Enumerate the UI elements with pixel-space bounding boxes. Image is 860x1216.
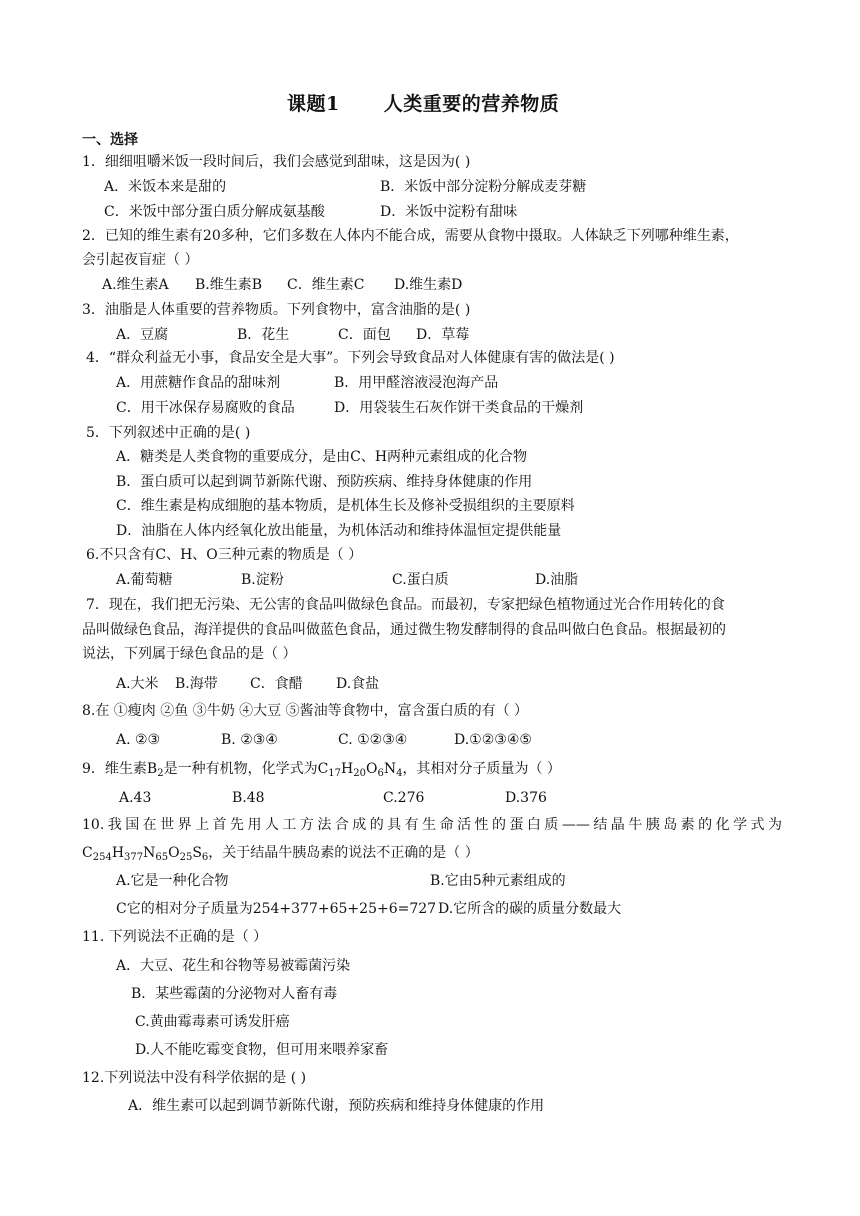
- lesson-number: 课题1: [287, 93, 340, 115]
- q6-option-b: B.淀粉: [241, 572, 284, 588]
- q1-option-b: B．米饭中部分淀粉分解成麦芽糖: [380, 179, 587, 195]
- q4-stem: 4．“群众利益无小事，食品安全是大事”。下列会导致食品对人体健康有害的做法是( ): [86, 350, 615, 366]
- q5-stem: 5．下列叙述中正确的是( ): [86, 425, 251, 441]
- q1-option-d: D．米饭中淀粉有甜味: [380, 204, 518, 220]
- q1-option-a: A．米饭本来是甜的: [104, 179, 227, 195]
- q8-option-b: B. ②③④: [221, 732, 278, 748]
- q7-option-d: D.食盐: [336, 676, 380, 692]
- q3-option-c: C．面包: [338, 327, 391, 343]
- q5-option-a: A．糖类是人类食物的重要成分，是由C、H两种元素组成的化合物: [116, 449, 528, 465]
- q11-option-b: B．某些霉菌的分泌物对人畜有毒: [131, 986, 338, 1002]
- page-title: [287, 95, 559, 113]
- q3-option-d: D．草莓: [416, 327, 470, 343]
- q3-option-b: B．花生: [237, 327, 290, 343]
- q5-option-b: B．蛋白质可以起到调节新陈代谢、预防疾病、维持身体健康的作用: [116, 474, 533, 490]
- q2-option-a: A.维生素A: [102, 277, 169, 293]
- q9-option-a: A.43: [119, 790, 152, 806]
- q11-option-d: D.人不能吃霉变食物，但可用来喂养家畜: [135, 1042, 389, 1058]
- q5-option-c: C．维生素是构成细胞的基本物质，是机体生长及修补受损组织的主要原料: [116, 498, 575, 514]
- q2-option-b: B.维生素B: [195, 277, 263, 293]
- q6-stem: 6.不只含有C、H、O三种元素的物质是（ ）: [86, 547, 363, 563]
- q1-stem: 1．细细咀嚼米饭一段时间后，我们会感觉到甜味，这是因为( ): [82, 154, 471, 170]
- q10-option-b: B.它由5种元素组成的: [430, 873, 566, 889]
- q1-option-c: C．米饭中部分蛋白质分解成氨基酸: [104, 204, 325, 220]
- q11-option-c: C.黄曲霉毒素可诱发肝癌: [135, 1014, 290, 1030]
- q7-stem-line2: 品叫做绿色食品，海洋提供的食品叫做蓝色食品，通过微生物发酵制得的食品叫做白色食品。根据最初的: [82, 622, 726, 638]
- q8-option-c: C. ①②③④: [338, 732, 408, 748]
- q4-option-d: D．用袋装生石灰作饼干类食品的干燥剂: [334, 400, 584, 416]
- q8-stem: 8.在 ①瘦肉 ②鱼 ③牛奶 ④大豆 ⑤酱油等食物中，富含蛋白质的有（ ）: [82, 703, 529, 719]
- q7-option-a: A.大米: [116, 676, 159, 692]
- q4-option-a: A．用蔗糖作食品的甜味剂: [116, 375, 281, 391]
- q10-stem-line2: $C_{254}H_{377}N_{65}O_{25}S_6$，关于结晶牛胰岛素的说法不正确的是（ ）: [82, 845, 479, 863]
- q7-stem-line1: 7．现在，我们把无污染、无公害的食品叫做绿色食品。而最初，专家把绿色植物通过光合作用转化的食: [86, 597, 725, 613]
- q6-option-a: A.葡萄糖: [116, 572, 173, 588]
- q12-stem: 12.下列说法中没有科学依据的是 ( ): [82, 1070, 307, 1086]
- q8-option-d: D.①②③④⑤: [454, 732, 532, 748]
- q5-option-d: D．油脂在人体内经氧化放出能量，为机体活动和维持体温恒定提供能量: [116, 523, 562, 539]
- q7-stem-line3: 说法，下列属于绿色食品的是（ ）: [82, 646, 297, 662]
- q10-option-a: A.它是一种化合物: [116, 873, 229, 889]
- q7-option-c: C．食醋: [250, 676, 303, 692]
- q6-option-d: D.油脂: [535, 572, 579, 588]
- q10-option-d: D.它所含的碳的质量分数最大: [438, 901, 622, 917]
- q2-option-c: C．维生素C: [287, 277, 365, 293]
- q11-stem: 11. 下列说法不正确的是（ ）: [82, 929, 268, 945]
- q10-option-c: C它的相对分子质量为254+377+65+25+6=727: [116, 901, 437, 917]
- q9-option-b: B.48: [232, 790, 265, 806]
- lesson-title: 人类重要的营养物质: [383, 93, 560, 115]
- q3-option-a: A．豆腐: [116, 327, 169, 343]
- q12-option-a: A．维生素可以起到调节新陈代谢，预防疾病和维持身体健康的作用: [128, 1098, 545, 1114]
- q11-option-a: A．大豆、花生和谷物等易被霉菌污染: [116, 958, 351, 974]
- q3-stem: 3．油脂是人体重要的营养物质。下列食物中，富含油脂的是( ): [82, 302, 471, 318]
- q2-stem-line1: 2．已知的维生素有20多种，它们多数在人体内不能合成，需要从食物中摄取。人体缺乏下列哪种维生素，: [82, 228, 739, 244]
- q9-stem: 9．维生素$B_2$是一种有机物，化学式为$C_{17}H_{20}O_6N_4$，其相对分子质量为（ ）: [82, 761, 561, 779]
- q9-option-d: D.376: [505, 790, 547, 806]
- q10-stem-line1: 10.我国在世界上首先用人工方法合成的具有生命活性的蛋白质——结晶牛胰岛素的化学式为: [82, 817, 782, 833]
- q9-option-c: C.276: [383, 790, 425, 806]
- q4-option-b: B．用甲醛溶液浸泡海产品: [334, 375, 499, 391]
- q4-option-c: C．用干冰保存易腐败的食品: [116, 400, 295, 416]
- q2-stem-line2: 会引起夜盲症（ ）: [82, 252, 199, 268]
- q2-option-d: D.维生素D: [394, 277, 463, 293]
- q8-option-a: A. ②③: [116, 732, 161, 748]
- q7-option-b: B.海带: [175, 676, 218, 692]
- section-heading: 一、选择: [82, 132, 138, 148]
- q6-option-c: C.蛋白质: [392, 572, 449, 588]
